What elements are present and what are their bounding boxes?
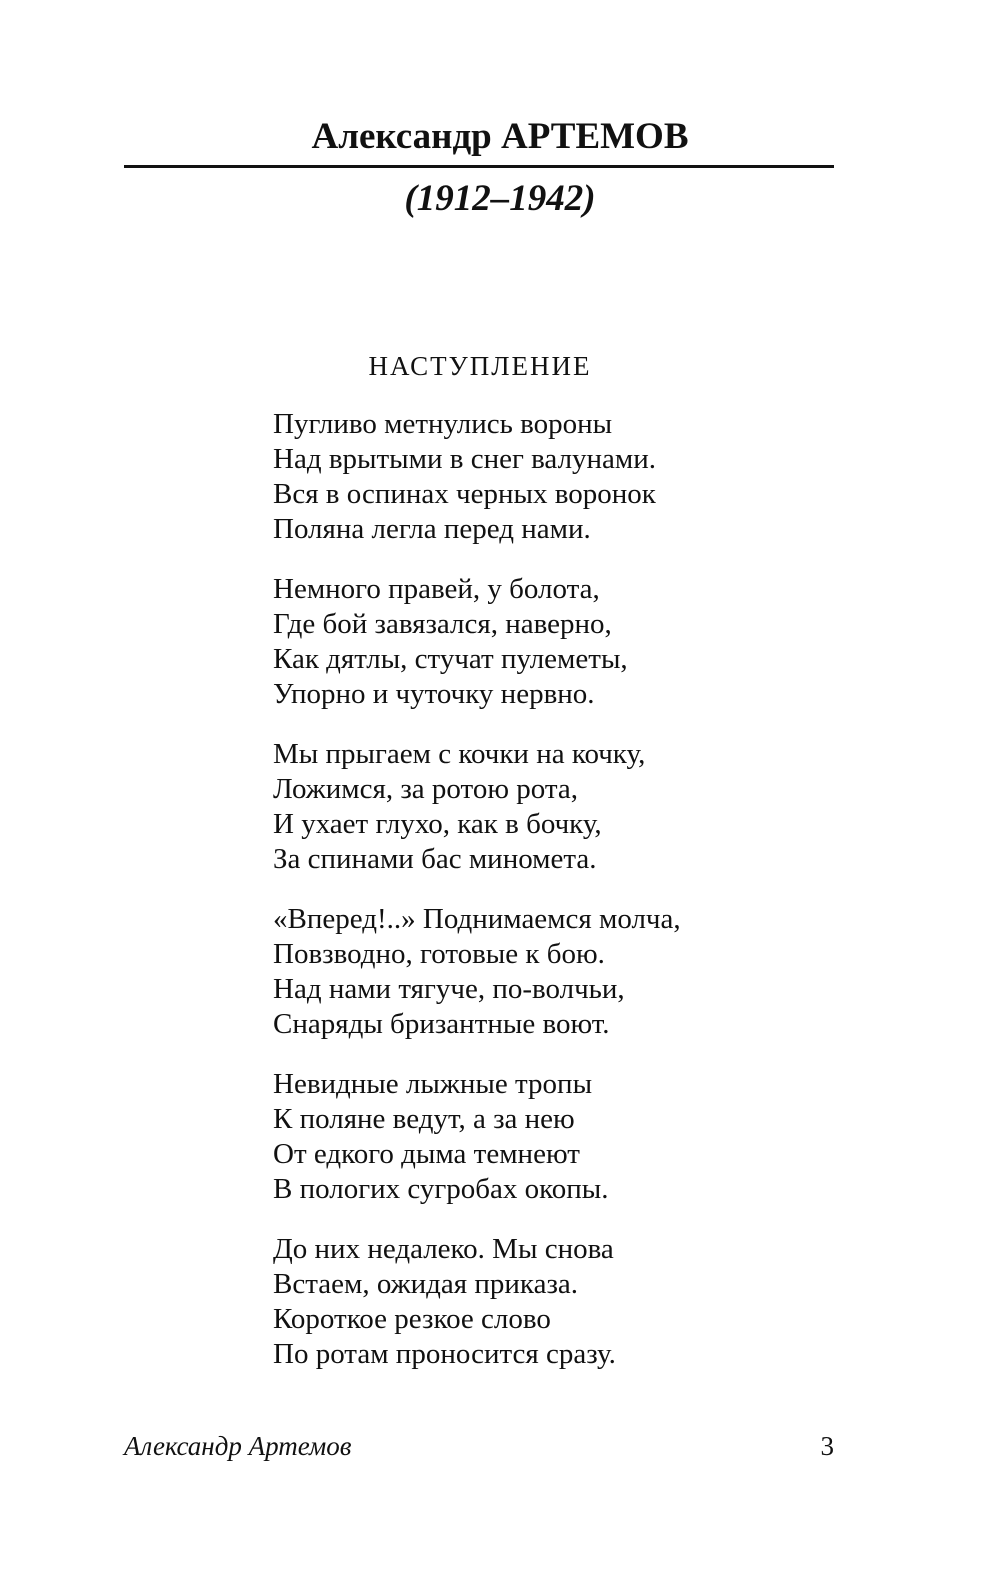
- footer-author: Александр Артемов: [124, 1431, 352, 1461]
- poem-line: Как дятлы, стучат пулеметы,: [273, 643, 628, 675]
- poem-line: К поляне ведут, а за нею: [273, 1103, 575, 1135]
- poem-line: Ложимся, за ротою рота,: [273, 773, 579, 805]
- poem-line: Над врытыми в снег валунами.: [273, 443, 657, 475]
- poem-line: Снаряды бризантные воют.: [273, 1008, 610, 1040]
- poem-line: Встаем, ожидая приказа.: [273, 1268, 579, 1300]
- poem-line: Повзводно, готовые к бою.: [273, 938, 605, 970]
- poem-line: Над нами тягуче, по-волчьи,: [273, 973, 625, 1005]
- poem-line: До них недалеко. Мы снова: [273, 1233, 614, 1265]
- poem-line: Невидные лыжные тропы: [273, 1068, 593, 1100]
- poem-line: Поляна легла перед нами.: [273, 513, 591, 545]
- header-rule: [124, 165, 834, 168]
- poem-line: И ухает глухо, как в бочку,: [273, 808, 602, 840]
- poem-line: Где бой завязался, наверно,: [273, 608, 612, 640]
- author-dates: (1912–1942): [404, 178, 596, 219]
- stanza: [273, 1067, 833, 1207]
- poem-line: По ротам проносится сразу.: [273, 1338, 616, 1370]
- poem-line: Вся в оспинах черных воронок: [273, 478, 656, 510]
- poem-body: [273, 407, 833, 1397]
- stanza: [273, 407, 833, 547]
- poem-line: Мы прыгаем с кочки на кочку,: [273, 738, 646, 770]
- poem-line: Пугливо метнулись вороны: [273, 408, 613, 440]
- poem-line: От едкого дыма темнеют: [273, 1138, 580, 1170]
- stanza: [273, 737, 833, 877]
- stanza: [273, 902, 833, 1042]
- page-number: 3: [820, 1431, 834, 1461]
- poem-line: Упорно и чуточку нервно.: [273, 678, 595, 710]
- poem-line: За спинами бас миномета.: [273, 843, 597, 875]
- poem-line: «Вперед!..» Поднимаемся молча,: [273, 903, 681, 935]
- stanza: [273, 572, 833, 712]
- poem-title: НАСТУПЛЕНИЕ: [368, 351, 592, 381]
- poem-line: Короткое резкое слово: [273, 1303, 551, 1335]
- author-header: Александр АРТЕМОВ: [311, 116, 689, 157]
- poem-line: Немного правей, у болота,: [273, 573, 600, 605]
- stanza: [273, 1232, 833, 1372]
- poem-line: В пологих сугробах окопы.: [273, 1173, 609, 1205]
